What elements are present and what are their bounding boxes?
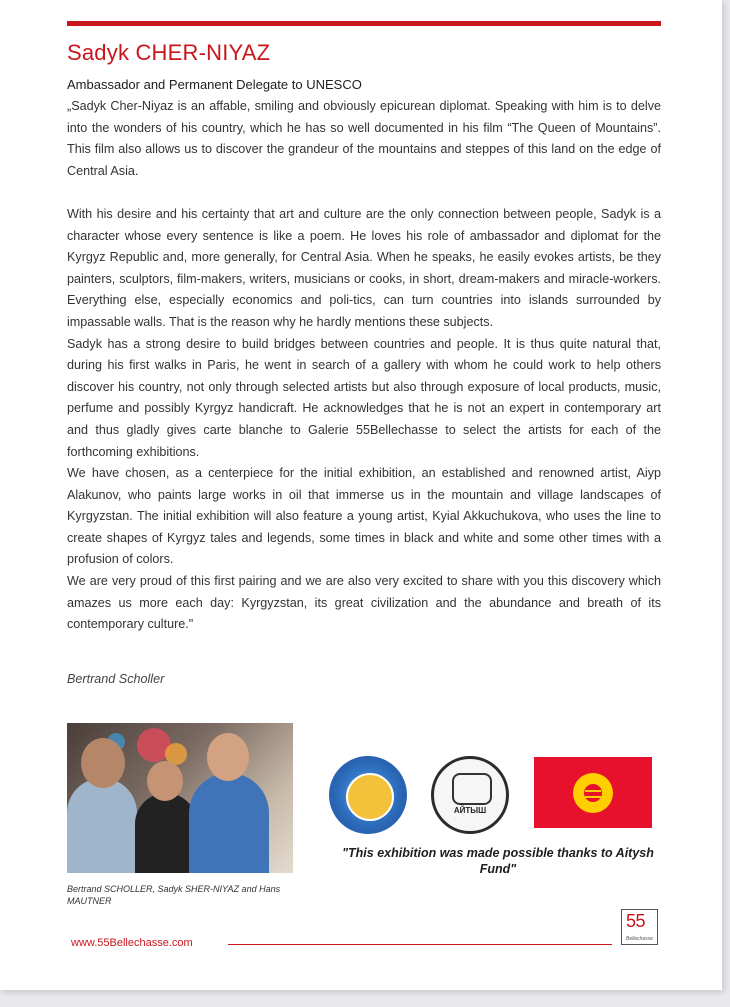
article-paragraph: With his desire and his certainty that art and culture are the only connection between people, Sadyk is a character whose every sentence is like a poem. He loves his role of ambassador and diplomat for the Kyrgyz Republic and, more generally, for Central Asia. When he speaks, he easily evokes artists, be they painters, sculptors, film-makers, writers, musicians or cooks, in short, dream-makers and miracle-workers. Everything else, especially economics and poli-tics, can turn countries into islands surrounded by impassable walls. That is the reason why he hardly mentions these subjects. <box>67 206 661 329</box>
group-photo <box>67 723 293 873</box>
top-red-rule <box>67 21 661 26</box>
badge-number: 55 <box>626 911 646 931</box>
aitysh-fund-logo-icon <box>431 756 509 834</box>
photo-caption: Bertrand SCHOLLER, Sadyk SHER-NIYAZ and Hans MAUTNER <box>67 884 281 906</box>
kyrgyzstan-flag-icon <box>534 757 652 828</box>
article-body <box>67 96 661 636</box>
aitysh-logo-text: АЙТЫШ <box>453 806 487 815</box>
sponsor-thanks: "This exhibition was made possible thanks to Aitysh Fund" <box>342 846 654 876</box>
article-paragraph: „Sadyk Cher-Niyaz is an affable, smiling and obviously epicurean diplomat. Speaking with him is to delve into the wonders of his country, which he has so well documented in his film “The Queen of Mountains”. This film also allows us to discover the grandeur of the mountains and steppes of this land on the edge of Central Asia. <box>67 99 661 178</box>
kyrgyz-state-emblem-icon <box>329 756 407 834</box>
page-badge <box>621 909 658 945</box>
badge-text: Bellechasse <box>626 936 653 942</box>
article-paragraph: Sadyk has a strong desire to build bridges between countries and people. It is thus quite natural that, during his first walks in Paris, he went in search of a gallery with whom he could work to help others discover his country, not only through selected artists but also through exposure of local products, music, perfume and possibly Kyrgyz handicraft. He acknowledges that he is not an expert in contemporary art and thus gladly gives carte blanche to Galerie 55Bellechasse to select the artists for each of the forthcoming exhibitions. <box>67 336 661 459</box>
footer-red-rule <box>228 944 612 945</box>
page-subtitle: Ambassador and Permanent Delegate to UNESCO <box>67 77 362 92</box>
page-title: Sadyk CHER-NIYAZ <box>67 40 271 65</box>
article-paragraph: We have chosen, as a centerpiece for the initial exhibition, an established and renowned artist, Aiyp Alakunov, who paints large works in oil that immerse us in the mountain and village landscapes of Kyrgyzstan. The initial exhibition will also feature a young artist, Kyial Akkuchukova, who uses the line to create shapes of Kyrgyz tales and legends, some times in black and white and some other times with a profusion of colors. <box>67 466 661 567</box>
author-signature: Bertrand Scholler <box>67 672 165 686</box>
footer-website-link[interactable]: www.55Bellechasse.com <box>71 937 193 949</box>
article-paragraph: We are very proud of this first pairing and we are also very excited to share with you this discovery which amazes us more each day: Kyrgyzstan, its great civilization and the abundance and breath of its contemporary culture." <box>67 574 661 632</box>
